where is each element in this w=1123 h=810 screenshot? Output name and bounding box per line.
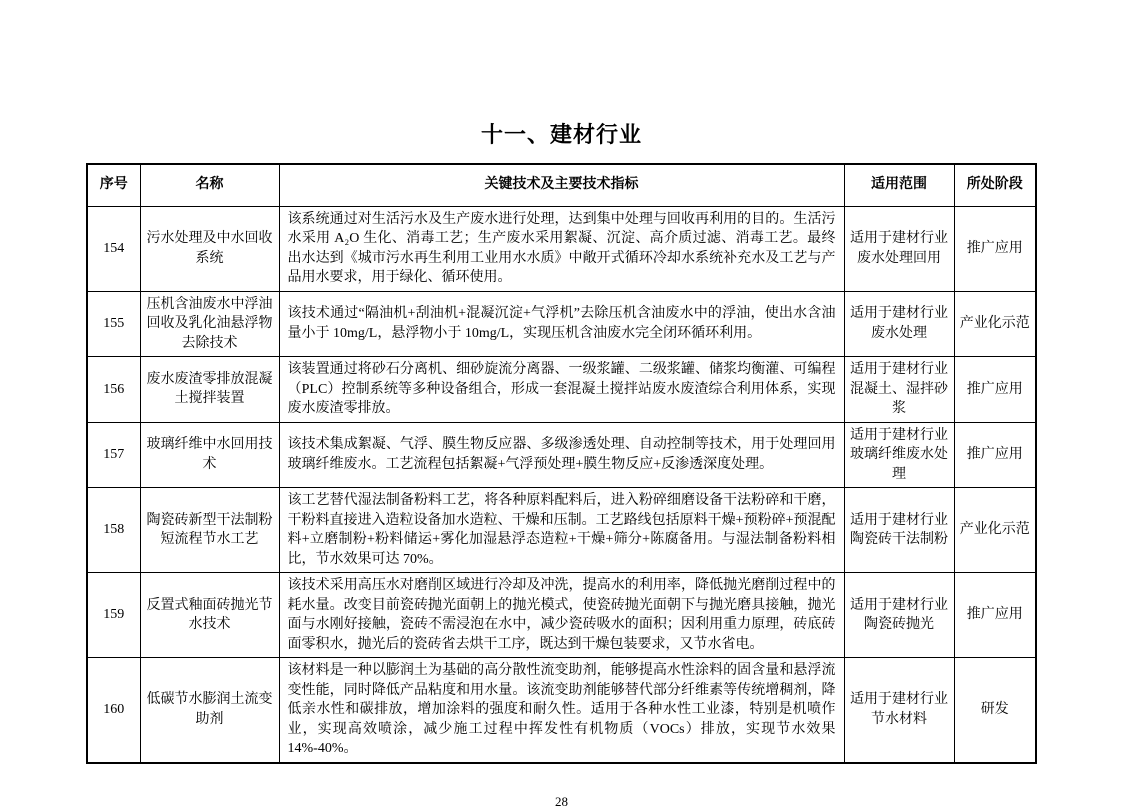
table-row (87, 422, 1036, 488)
cell-serial-number: 159 (87, 573, 140, 658)
header-name: 名称 (140, 164, 279, 206)
cell-name: 低碳节水膨润土流变助剂 (140, 658, 279, 763)
cell-applicable-scope: 适用于建材行业节水材料 (844, 658, 954, 763)
cell-stage: 研发 (954, 658, 1036, 763)
cell-stage: 产业化示范 (954, 488, 1036, 573)
cell-applicable-scope: 适用于建材行业陶瓷砖干法制粉 (844, 488, 954, 573)
cell-key-technology: 该技术通过“隔油机+刮油机+混凝沉淀+气浮机”去除压机含油废水中的浮油，使出水含油量小于 10mg/L，悬浮物小于 10mg/L，实现压机含油废水完全闭环循环利用。 (279, 291, 844, 357)
cell-serial-number: 160 (87, 658, 140, 763)
cell-key-technology: 该装置通过将砂石分离机、细砂旋流分离器、一级浆罐、二级浆罐、储浆均衡灌、可编程（PLC）控制系统等多种设备组合，形成一套混凝土搅拌站废水废渣综合利用体系，实现废水废渣零排放。 (279, 357, 844, 423)
header-stage: 所处阶段 (954, 164, 1036, 206)
table-row (87, 488, 1036, 573)
cell-applicable-scope: 适用于建材行业废水处理回用 (844, 206, 954, 291)
cell-applicable-scope: 适用于建材行业废水处理 (844, 291, 954, 357)
cell-applicable-scope: 适用于建材行业玻璃纤维废水处理 (844, 422, 954, 488)
cell-serial-number: 154 (87, 206, 140, 291)
cell-name: 陶瓷砖新型干法制粉短流程节水工艺 (140, 488, 279, 573)
cell-key-technology: 该技术集成絮凝、气浮、膜生物反应器、多级渗透处理、自动控制等技术，用于处理回用玻璃纤维废水。工艺流程包括絮凝+气浮预处理+膜生物反应+反渗透深度处理。 (279, 422, 844, 488)
table-row (87, 658, 1036, 763)
page-number: 28 (555, 793, 568, 809)
table-row (87, 573, 1036, 658)
cell-name: 压机含油废水中浮油回收及乳化油悬浮物去除技术 (140, 291, 279, 357)
table-row (87, 291, 1036, 357)
cell-key-technology: 该系统通过对生活污水及生产废水进行处理，达到集中处理与回收再利用的目的。生活污水采用 A₂O 生化、消毒工艺；生产废水采用絮凝、沉淀、高介质过滤、消毒工艺。最终出水达到《城市污水再生利用工业用水水质》中敞开式循环冷却水系统补充水及工艺与产品用水要求，用于绿化、循环使用。 (279, 206, 844, 291)
cell-key-technology: 该工艺替代湿法制备粉料工艺，将各种原料配料后，进入粉碎细磨设备干法粉碎和干磨，干粉料直接进入造粒设备加水造粒、干燥和压制。工艺路线包括原料干燥+预粉碎+预混配料+立磨制粉+粉料储运+雾化加湿悬浮态造粒+干燥+筛分+陈腐备用。与湿法制备粉料相比，节水效果可达 70%。 (279, 488, 844, 573)
cell-stage: 推广应用 (954, 422, 1036, 488)
cell-serial-number: 155 (87, 291, 140, 357)
table-header-row (87, 164, 1036, 206)
cell-key-technology: 该技术采用高压水对磨削区域进行冷却及冲洗，提高水的利用率，降低抛光磨削过程中的耗水量。改变目前瓷砖抛光面朝上的抛光模式，使瓷砖抛光面朝下与抛光磨具接触，抛光面与水刚好接触，瓷砖不需浸泡在水中，减少瓷砖吸水的面积；因利用重力原理，砖底砖面零积水，抛光后的瓷砖省去烘干工序，既达到干燥包装要求，又节水省电。 (279, 573, 844, 658)
cell-serial-number: 158 (87, 488, 140, 573)
cell-serial-number: 157 (87, 422, 140, 488)
cell-stage: 推广应用 (954, 206, 1036, 291)
cell-name: 反置式釉面砖抛光节水技术 (140, 573, 279, 658)
header-applicable-scope: 适用范围 (844, 164, 954, 206)
header-serial-number: 序号 (87, 164, 140, 206)
cell-name: 废水废渣零排放混凝土搅拌装置 (140, 357, 279, 423)
cell-stage: 推广应用 (954, 573, 1036, 658)
table-row (87, 206, 1036, 291)
cell-applicable-scope: 适用于建材行业陶瓷砖抛光 (844, 573, 954, 658)
cell-name: 玻璃纤维中水回用技术 (140, 422, 279, 488)
cell-key-technology: 该材料是一种以膨润土为基础的高分散性流变助剂，能够提高水性涂料的固含量和悬浮流变性能，同时降低产品粘度和用水量。该流变助剂能够替代部分纤维素等传统增稠剂，降低亲水性和碳排放，增加涂料的强度和耐久性。适用于各种水性工业漆，特别是机喷作业，实现高效喷涂，减少施工过程中挥发性有机物质（VOCs）排放，实现节水效果 14%-40%。 (279, 658, 844, 763)
tech-table (86, 163, 1037, 764)
cell-stage: 推广应用 (954, 357, 1036, 423)
cell-applicable-scope: 适用于建材行业混凝土、湿拌砂浆 (844, 357, 954, 423)
cell-stage: 产业化示范 (954, 291, 1036, 357)
table-row (87, 357, 1036, 423)
header-key-technology: 关键技术及主要技术指标 (279, 164, 844, 206)
cell-name: 污水处理及中水回收系统 (140, 206, 279, 291)
page-title: 十一、建材行业 (480, 122, 642, 147)
cell-serial-number: 156 (87, 357, 140, 423)
